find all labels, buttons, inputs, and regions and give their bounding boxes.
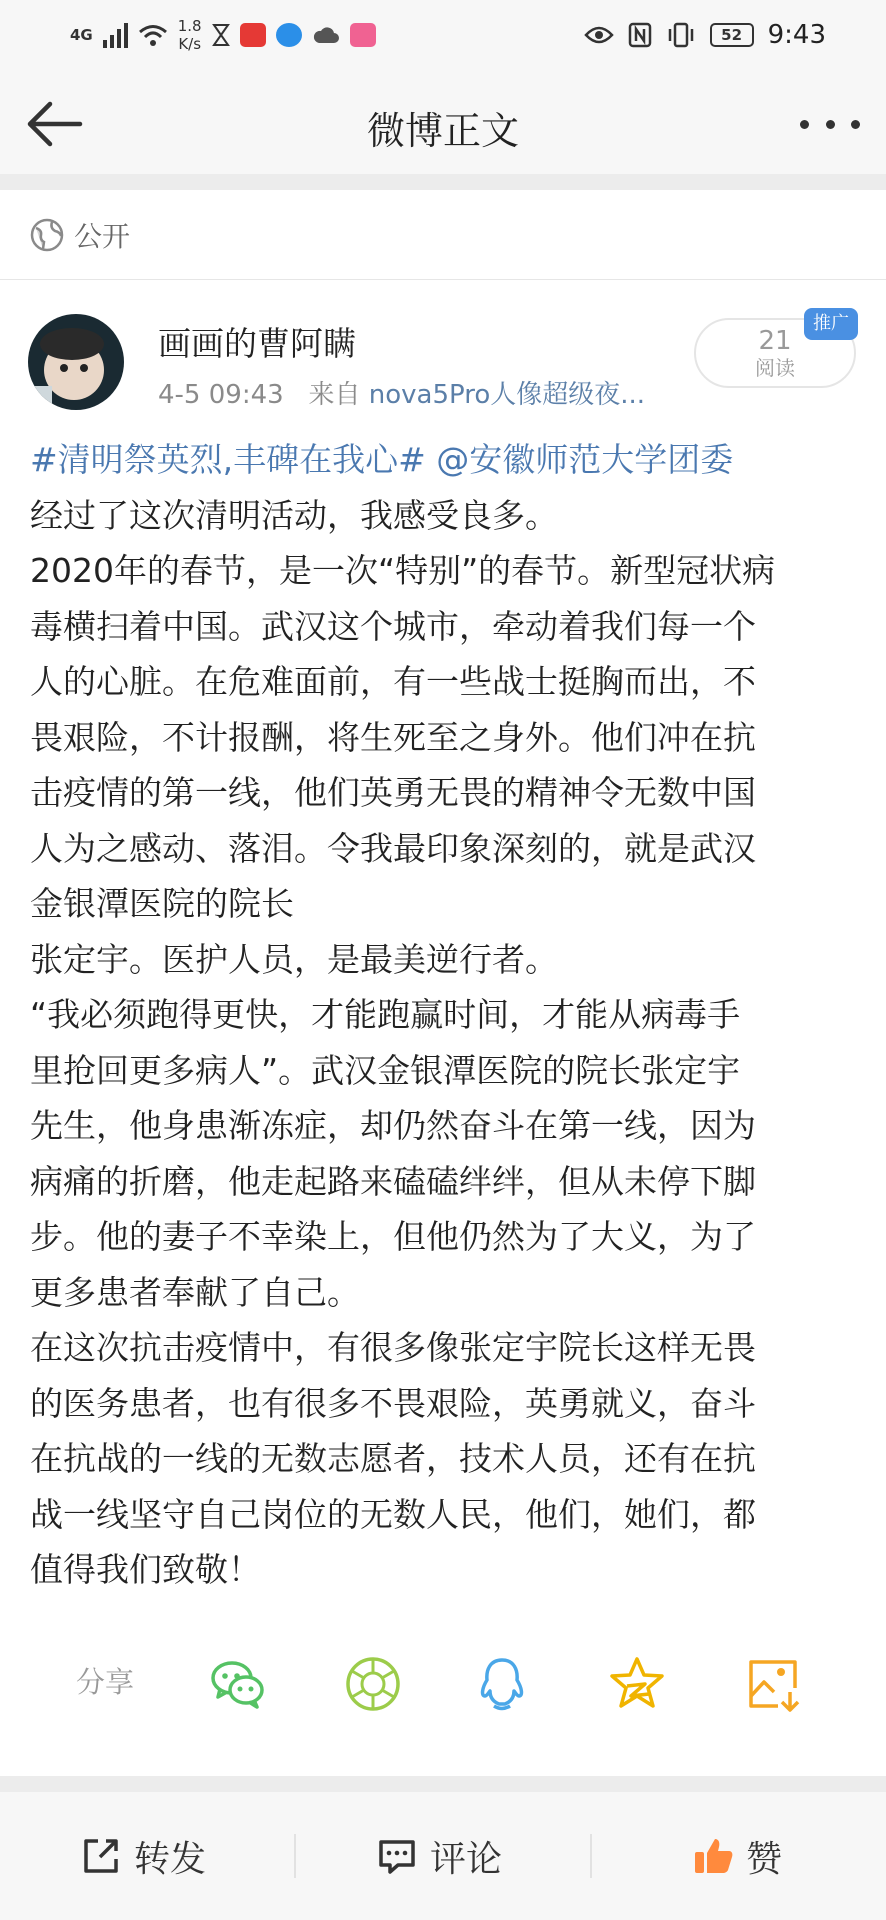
source-prefix: 来自 — [308, 380, 361, 410]
bottom-action-bar — [0, 1792, 886, 1920]
post-line: 经过了这次清明活动，我感受良多。 — [30, 495, 558, 535]
eye-icon — [584, 25, 614, 45]
section-divider — [0, 1776, 886, 1792]
pink-app-icon — [350, 23, 376, 47]
post-line: 值得我们致敬！ — [30, 1550, 261, 1589]
toutiao-app-icon — [240, 23, 266, 47]
post-line: 步。他的妻子不幸染上，但他仍然为了大义，为了 — [30, 1217, 756, 1256]
comment-icon — [376, 1835, 418, 1877]
network-speed — [178, 17, 202, 53]
promote-badge[interactable]: 推广 — [804, 308, 858, 340]
battery-icon: 52 — [710, 23, 754, 47]
wifi-icon — [138, 23, 168, 47]
repost-label: 转发 — [134, 1838, 207, 1880]
status-bar — [0, 0, 886, 70]
divider — [294, 1834, 296, 1878]
post-line: 战一线坚守自己岗位的无数人民，他们，她们，都 — [30, 1494, 756, 1534]
speed-value: 1.8 — [177, 17, 202, 35]
visibility-row — [0, 190, 886, 280]
moments-icon[interactable] — [343, 1654, 403, 1714]
comment-button[interactable] — [376, 1792, 502, 1920]
post-time: 4-5 09:43 — [158, 380, 284, 410]
post-line: 人为之感动、落泪。令我最印象深刻的，就是武汉 — [30, 828, 756, 868]
read-count: 21 — [758, 326, 792, 356]
status-right — [584, 10, 826, 60]
dot — [851, 120, 860, 129]
avatar[interactable] — [28, 314, 124, 410]
wechat-icon[interactable] — [208, 1654, 268, 1714]
post-line: 毒横扫着中国。武汉这个城市，牵动着我们每一个 — [30, 606, 756, 646]
dot — [800, 120, 809, 129]
section-divider — [0, 174, 886, 190]
divider — [590, 1834, 592, 1878]
network-type: 4G — [70, 26, 93, 44]
signal-bars-icon — [103, 22, 128, 48]
comment-label: 评论 — [430, 1838, 503, 1880]
post-line: 的医务患者，也有很多不畏艰险，英勇就义，奋斗 — [30, 1383, 756, 1423]
post-line: 金银潭医院的院长 — [30, 884, 294, 923]
source-link[interactable]: nova5Pro人像超级夜... — [368, 380, 646, 410]
thumbs-up-icon — [692, 1835, 734, 1877]
post-line: 里抢回更多病人”。武汉金银潭医院的院长张定宇 — [30, 1050, 741, 1090]
hashtag-link[interactable]: #清明祭英烈,丰碑在我心# — [30, 440, 426, 479]
save-image-icon[interactable] — [744, 1654, 804, 1714]
post-line: 病痛的折磨，他走起路来磕磕绊绊，但从未停下脚 — [30, 1161, 756, 1201]
post-first-line — [30, 432, 856, 488]
qq-icon[interactable] — [472, 1654, 532, 1714]
mention-link[interactable]: @安徽师范大学团委 — [436, 440, 734, 479]
qzone-icon[interactable] — [607, 1654, 667, 1714]
post-meta — [158, 374, 645, 411]
like-label: 赞 — [746, 1838, 783, 1880]
visibility-label: 公开 — [74, 219, 131, 253]
post-line: 在抗战的一线的无数志愿者，技术人员，还有在抗 — [30, 1439, 756, 1478]
dot — [826, 120, 835, 129]
post-line: 更多患者奉献了自己。 — [30, 1272, 360, 1312]
page-title: 微博正文 — [366, 109, 519, 153]
post-body — [30, 432, 856, 1598]
globe-icon — [30, 218, 64, 252]
repost-icon — [80, 1835, 122, 1877]
clock: 9:43 — [767, 20, 826, 50]
vibrate-icon — [666, 22, 696, 48]
cloud-icon — [312, 25, 340, 45]
nfc-icon — [628, 22, 652, 48]
post-line: 击疫情的第一线，他们英勇无畏的精神令无数中国 — [30, 773, 756, 812]
avatar-image — [28, 314, 124, 410]
username[interactable]: 画画的曹阿瞒 — [158, 324, 356, 363]
repost-button[interactable] — [80, 1792, 206, 1920]
post-line: 2020年的春节，是一次“特别”的春节。新型冠状病 — [30, 551, 776, 590]
post-line: “我必须跑得更快，才能跑赢时间，才能从病毒手 — [30, 995, 741, 1034]
share-row — [0, 1640, 886, 1720]
post-line: 先生，他身患渐冻症，却仍然奋斗在第一线，因为 — [30, 1106, 756, 1145]
post-line: 人的心脏。在危难面前，有一些战士挺胸而出，不 — [30, 662, 756, 701]
read-label: 阅读 — [755, 356, 795, 380]
post-line: 张定宇。医护人员，是最美逆行者。 — [30, 939, 558, 979]
post-line: 畏艰险，不计报酬，将生死至之身外。他们冲在抗 — [30, 717, 756, 757]
hourglass-icon — [212, 23, 230, 47]
status-left — [70, 10, 376, 60]
post-line: 在这次抗击疫情中，有很多像张定宇院长这样无畏 — [30, 1328, 756, 1367]
share-label: 分享 — [76, 1665, 135, 1699]
speed-unit: K/s — [178, 35, 202, 53]
more-options-icon[interactable] — [800, 104, 860, 144]
nav-bar — [0, 70, 886, 174]
browser-app-icon — [276, 23, 302, 47]
like-button[interactable] — [692, 1792, 782, 1920]
